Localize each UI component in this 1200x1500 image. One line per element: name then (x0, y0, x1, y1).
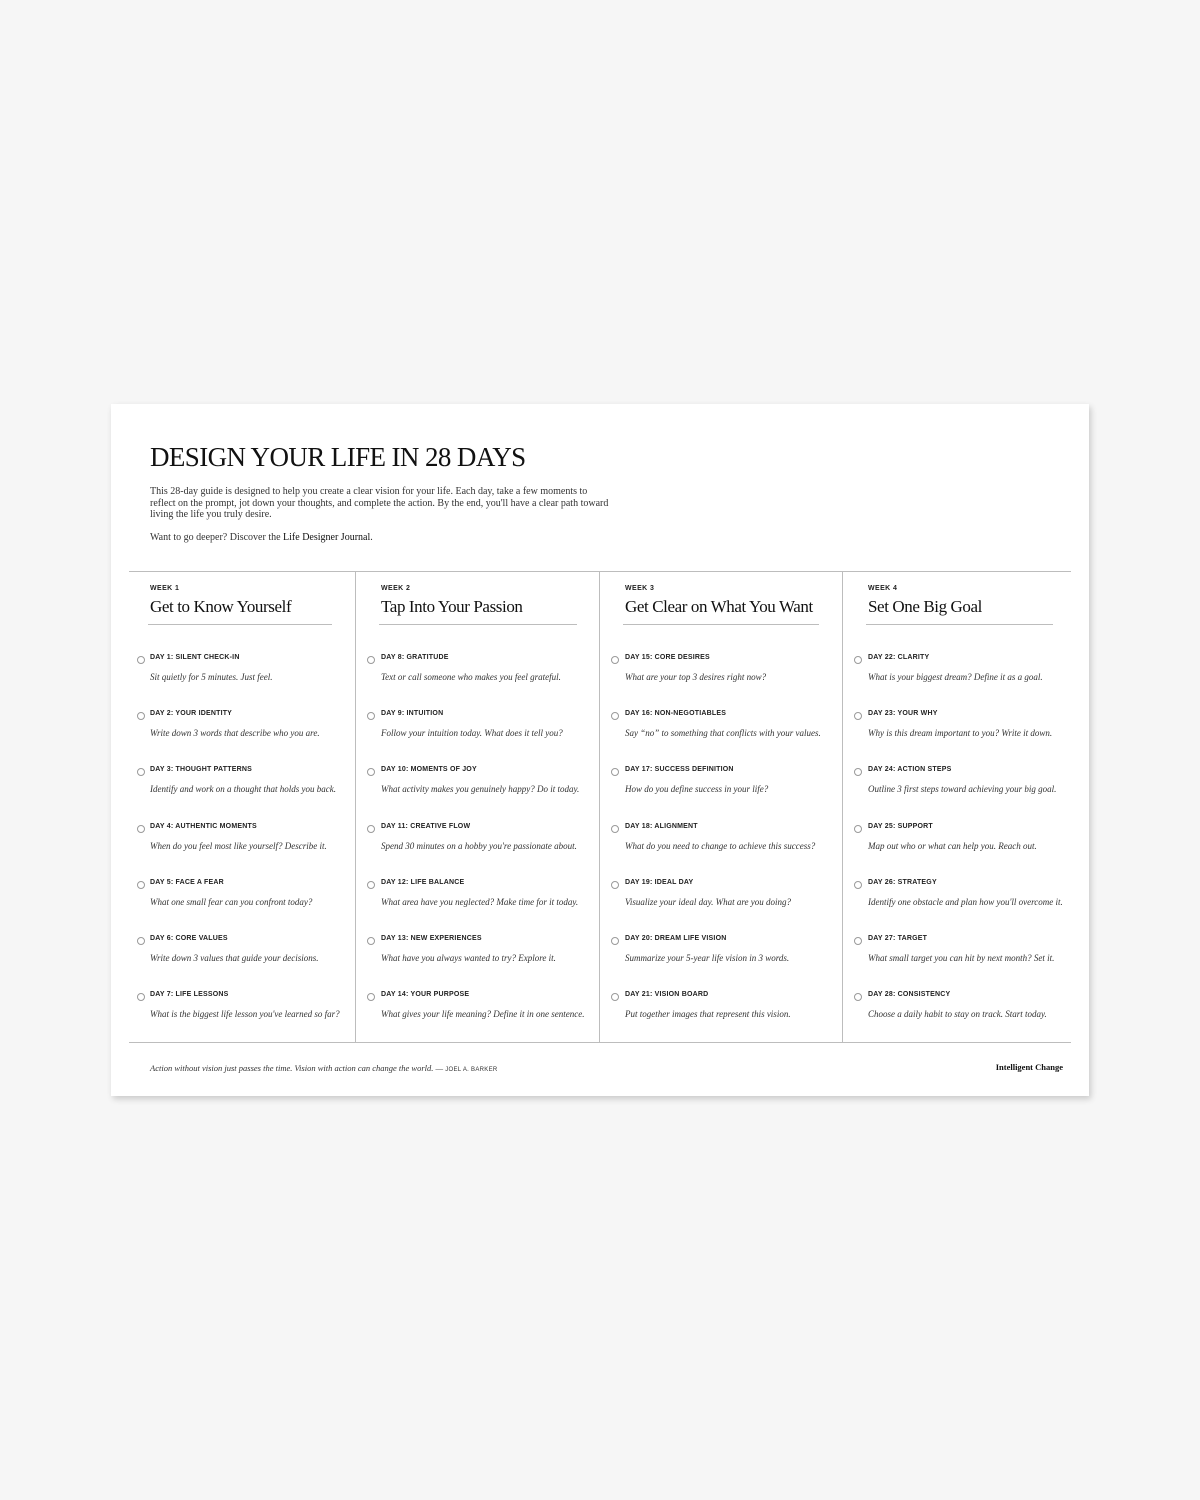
day-prompt: Text or call someone who makes you feel grateful. (381, 672, 561, 682)
day-label: DAY 17: SUCCESS DEFINITION (625, 766, 734, 773)
day-prompt: What activity makes you genuinely happy? Do it today. (381, 784, 580, 794)
deeper-suffix: . (370, 532, 373, 543)
day-prompt: Identify and work on a thought that holds you back. (150, 784, 336, 794)
day-prompt: Put together images that represent this vision. (625, 1009, 791, 1019)
week-title: Get Clear on What You Want (625, 597, 813, 616)
day-label: DAY 18: ALIGNMENT (625, 823, 698, 830)
day-prompt: Say “no” to something that conflicts with your values. (625, 728, 821, 738)
day-prompt: Outline 3 first steps toward achieving your big goal. (868, 784, 1057, 794)
brand-logo: Intelligent Change (995, 1062, 1063, 1072)
day-prompt: Visualize your ideal day. What are you doing? (625, 897, 791, 907)
day-checkbox[interactable] (854, 993, 862, 1001)
week-label: WEEK 2 (381, 585, 411, 592)
day-checkbox[interactable] (854, 937, 862, 945)
day-label: DAY 10: MOMENTS OF JOY (381, 766, 477, 773)
day-label: DAY 19: IDEAL DAY (625, 879, 694, 886)
deeper-line (150, 532, 373, 543)
day-checkbox[interactable] (854, 881, 862, 889)
day-label: DAY 1: SILENT CHECK-IN (150, 654, 240, 661)
day-label: DAY 6: CORE VALUES (150, 935, 228, 942)
day-prompt: Map out who or what can help you. Reach out. (868, 841, 1037, 851)
day-label: DAY 12: LIFE BALANCE (381, 879, 465, 886)
day-prompt: Write down 3 words that describe who you are. (150, 728, 320, 738)
deeper-prefix: Want to go deeper? Discover the (150, 532, 284, 543)
life-designer-journal-link[interactable]: Life Designer Journal (283, 532, 371, 543)
week-title: Tap Into Your Passion (381, 597, 523, 616)
intro-paragraph: This 28-day guide is designed to help you create a clear vision for your life. Each day, take a few moments to reflect on the prompt, jot down your thoughts, and complete the action. By the end, you'll have a clear path toward living the life you truly desire. (150, 486, 609, 521)
day-label: DAY 8: GRATITUDE (381, 654, 449, 661)
day-label: DAY 4: AUTHENTIC MOMENTS (150, 823, 257, 830)
day-label: DAY 27: TARGET (868, 935, 928, 942)
day-prompt: What one small fear can you confront today? (150, 897, 313, 907)
day-label: DAY 11: CREATIVE FLOW (381, 823, 471, 830)
day-label: DAY 3: THOUGHT PATTERNS (150, 766, 252, 773)
page-title: DESIGN YOUR LIFE IN 28 DAYS (150, 442, 526, 472)
day-label: DAY 15: CORE DESIRES (625, 654, 710, 661)
week-label: WEEK 3 (625, 585, 655, 592)
day-label: DAY 21: VISION BOARD (625, 991, 709, 998)
week-title: Get to Know Yourself (150, 597, 292, 616)
day-prompt: Why is this dream important to you? Write it down. (868, 728, 1053, 738)
week-title: Set One Big Goal (868, 597, 983, 616)
day-prompt: Follow your intuition today. What does it tell you? (381, 728, 563, 738)
quote-author: JOEL A. BARKER (445, 1067, 498, 1073)
day-label: DAY 16: NON-NEGOTIABLES (625, 710, 727, 717)
day-label: DAY 7: LIFE LESSONS (150, 991, 229, 998)
day-prompt: What small target you can hit by next month? Set it. (868, 953, 1055, 963)
day-prompt: What have you always wanted to try? Explore it. (381, 953, 556, 963)
day-prompt: Write down 3 values that guide your decisions. (150, 953, 319, 963)
quote-text: Action without vision just passes the time. Vision with action can change the world. — (150, 1063, 444, 1073)
day-label: DAY 5: FACE A FEAR (150, 879, 224, 886)
day-prompt: What are your top 3 desires right now? (625, 672, 767, 682)
day-label: DAY 28: CONSISTENCY (868, 991, 951, 998)
day-label: DAY 14: YOUR PURPOSE (381, 991, 470, 998)
day-label: DAY 9: INTUITION (381, 710, 444, 717)
day-prompt: What do you need to change to achieve this success? (625, 841, 816, 851)
day-label: DAY 24: ACTION STEPS (868, 766, 952, 773)
day-prompt: How do you define success in your life? (625, 784, 769, 794)
worksheet-page (111, 404, 1089, 1096)
day-checkbox[interactable] (854, 656, 862, 664)
day-prompt: Sit quietly for 5 minutes. Just feel. (150, 672, 273, 682)
bottom-divider (129, 1042, 1071, 1043)
day-label: DAY 26: STRATEGY (868, 879, 937, 886)
week-title-underline (866, 624, 1053, 625)
day-label: DAY 22: CLARITY (868, 654, 930, 661)
day-label: DAY 2: YOUR IDENTITY (150, 710, 233, 717)
day-prompt: Choose a daily habit to stay on track. Start today. (868, 1009, 1047, 1019)
day-label: DAY 25: SUPPORT (868, 823, 933, 830)
week-column-4 (111, 572, 1089, 1042)
day-prompt: Spend 30 minutes on a hobby you're passionate about. (381, 841, 577, 851)
day-label: DAY 23: YOUR WHY (868, 710, 938, 717)
day-checkbox[interactable] (854, 825, 862, 833)
day-prompt: What area have you neglected? Make time for it today. (381, 897, 579, 907)
day-prompt: Identify one obstacle and plan how you'll overcome it. (868, 897, 1063, 907)
day-prompt: What gives your life meaning? Define it in one sentence. (381, 1009, 585, 1019)
day-checkbox[interactable] (854, 712, 862, 720)
day-prompt: Summarize your 5-year life vision in 3 words. (625, 953, 790, 963)
day-label: DAY 20: DREAM LIFE VISION (625, 935, 727, 942)
day-label: DAY 13: NEW EXPERIENCES (381, 935, 482, 942)
week-label: WEEK 4 (868, 585, 898, 592)
day-prompt: What is your biggest dream? Define it as a goal. (868, 672, 1043, 682)
week-label: WEEK 1 (150, 585, 180, 592)
footer-quote (150, 1063, 498, 1073)
day-checkbox[interactable] (854, 768, 862, 776)
day-prompt: When do you feel most like yourself? Describe it. (150, 841, 327, 851)
day-prompt: What is the biggest life lesson you've learned so far? (150, 1009, 340, 1019)
